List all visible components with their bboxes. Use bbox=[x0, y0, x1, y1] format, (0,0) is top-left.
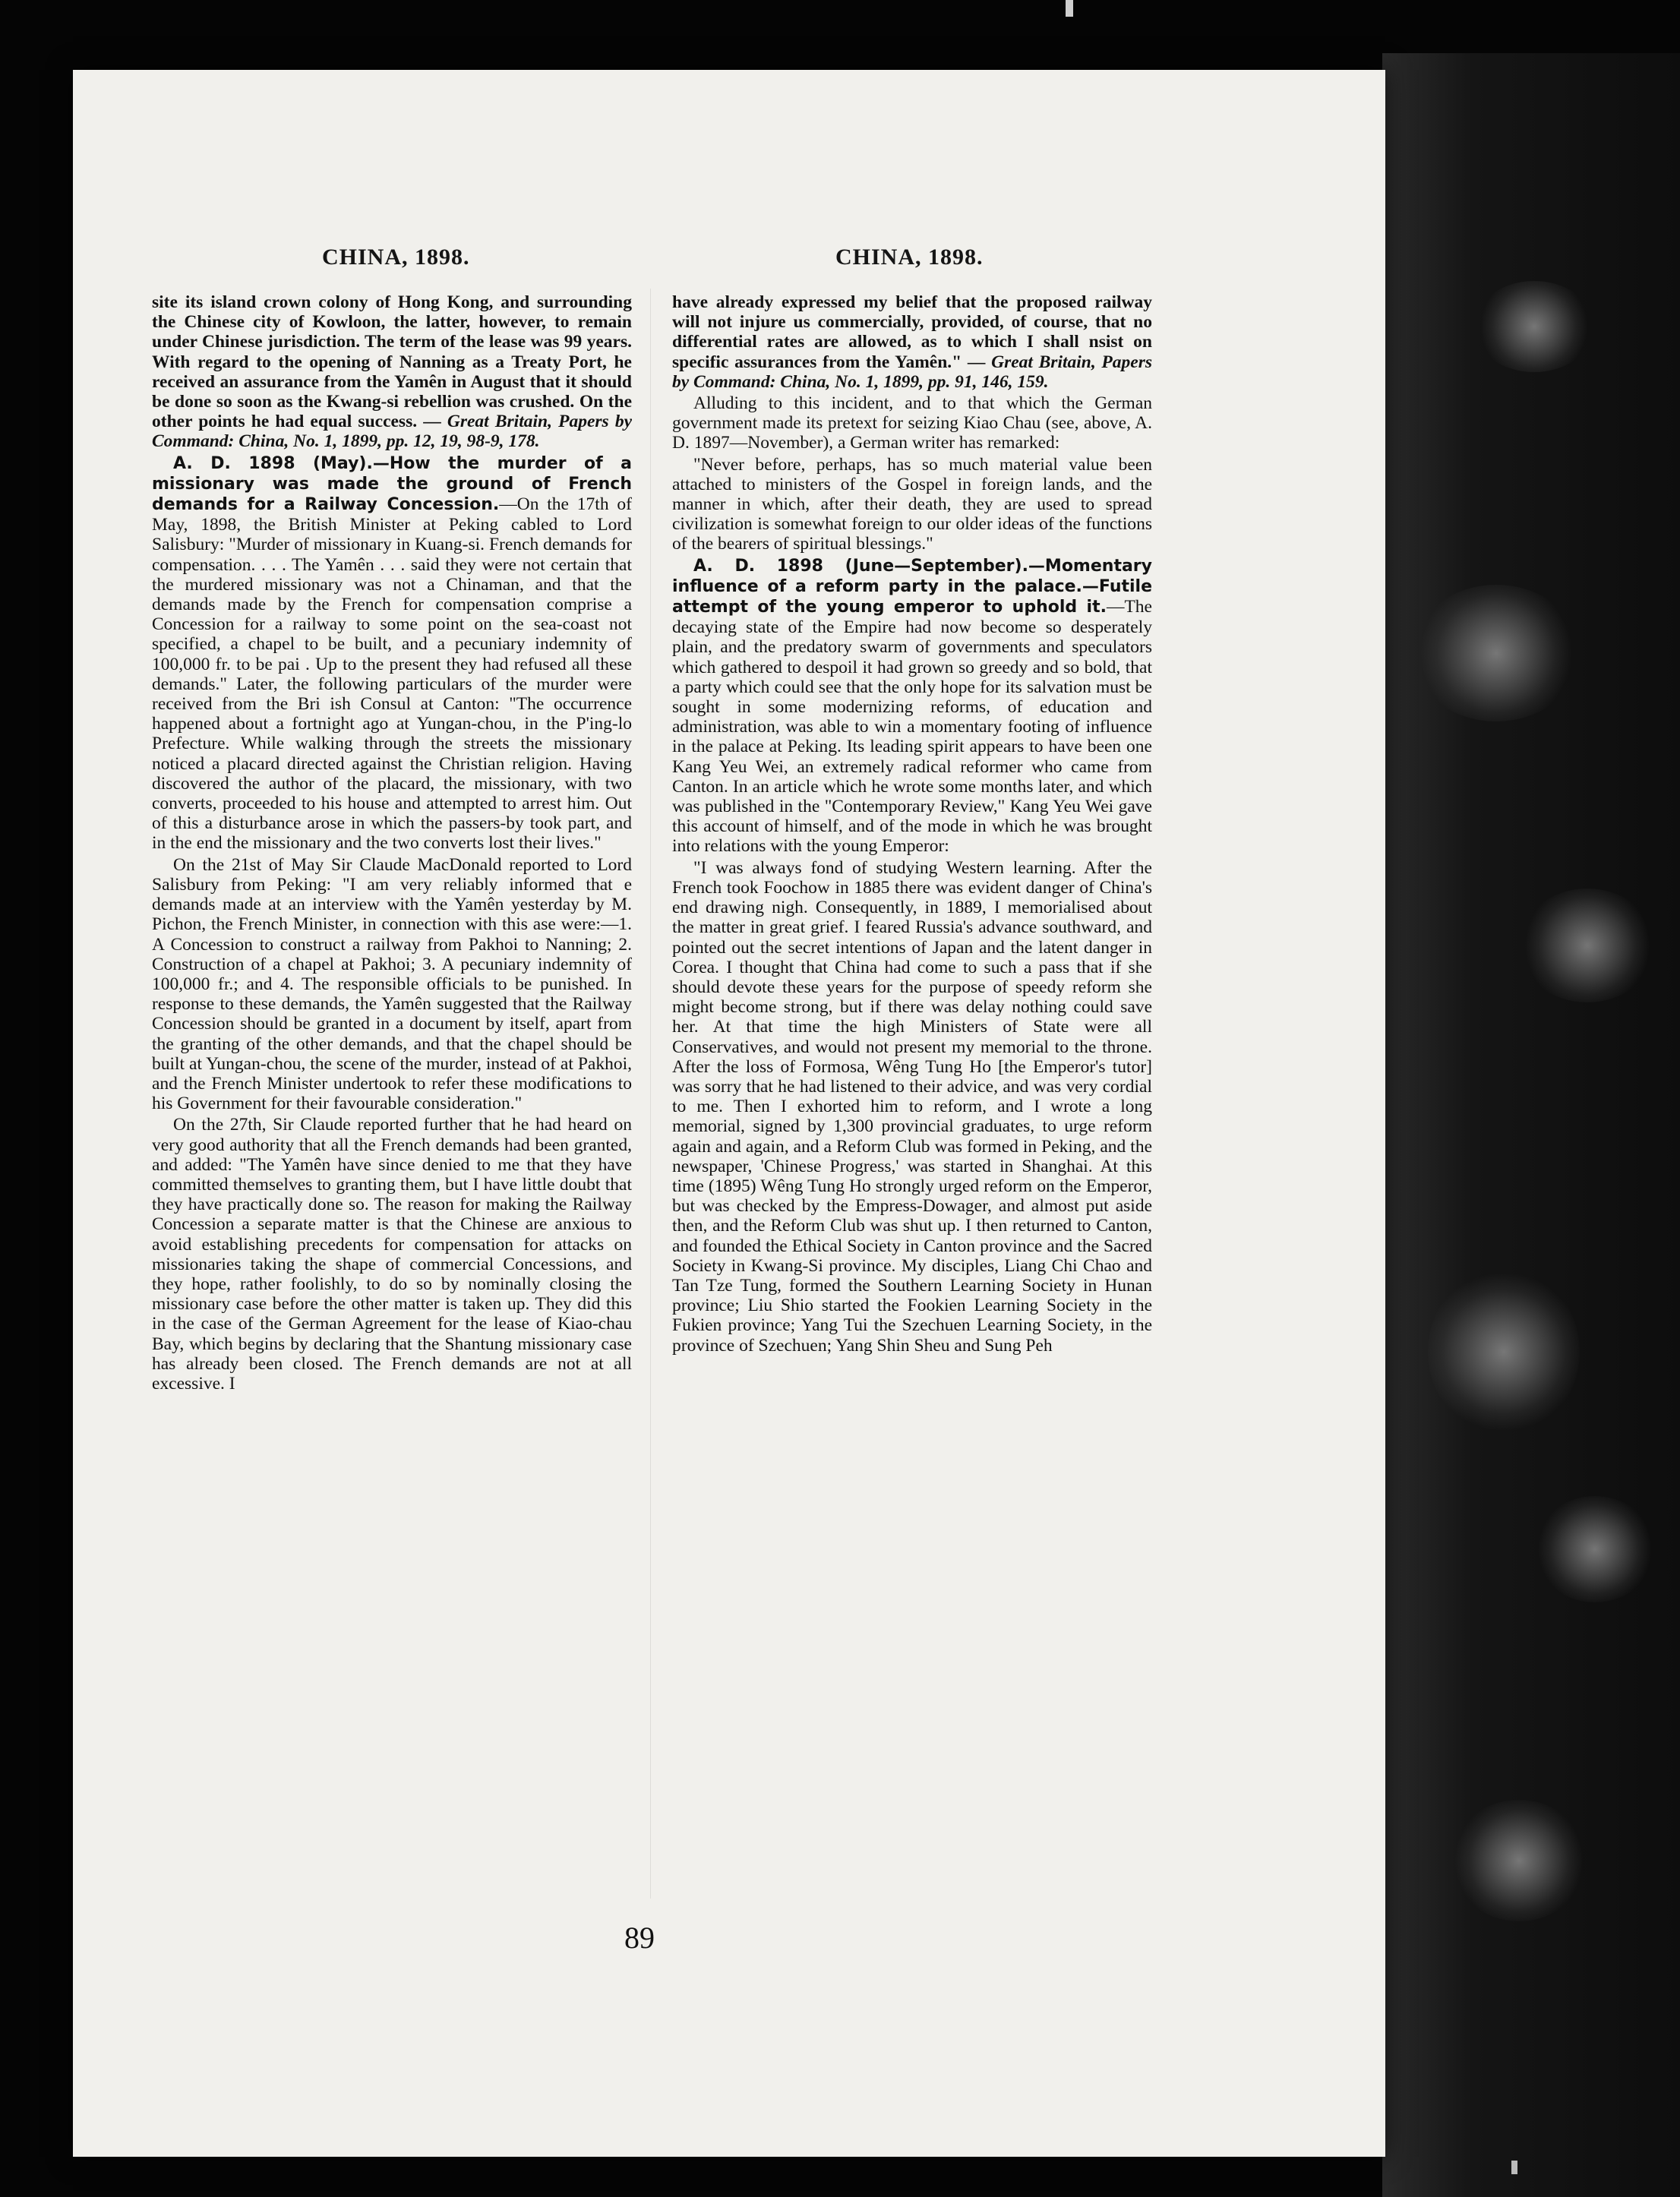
film-mark-bottom bbox=[1511, 2161, 1517, 2174]
citation: Great Britain, Papers by Command: China, No. 1, 1899, pp. 12, 19, 98-9, 178. bbox=[152, 412, 632, 452]
paragraph bbox=[672, 292, 1152, 392]
entry-heading: A. D. 1898 (June—September).—Momentary influence of a reform party in the palace.—Futile attempt of the young emperor to uphold it. bbox=[672, 556, 1152, 617]
paragraph-text: —On the 17th of May, 1898, the British Minister at Peking cabled to Lord Salisbury: "Murder of missionary in Kuang-si. French demands for compensation. . . . The Yamên . . . said they were not certain that the murdered missionary was not a Chinaman, and that the demands made by the French for compensation comprise a Concession for a railway to some point on the sea-coast not specified, a chapel to be built, and a pecuniary indemnity of 100,000 fr. to be pai . Up to the present they had refused all these demands." Later, the following particulars of the murder were received from the Bri ish Consul at Canton: "The occurrence happened about a fortnight ago at Yungan-chou, in the P'ing-lo Prefecture. While walking through the streets the missionary noticed a placard directed against the Christian religion. Having discovered the author of the placard, the missionary, with two converts, proceeded to his house and attempted to arrest him. Out of this a disturbance arose in which the passers-by took part, and in the end the missionary and the two converts lost their lives." bbox=[152, 494, 632, 854]
running-header-right: CHINA, 1898. bbox=[835, 245, 984, 270]
paragraph-text: have already expressed my belief that the proposed railway will not injure us commercially, provided, of course, that no differential rates are allowed, as to which I shall nsist on specific assurances from the Yamên." — bbox=[672, 292, 1152, 372]
entry-heading: A. D. 1898 (May).—How the murder of a missionary was made the ground of French demands for a Railway Concession. bbox=[152, 453, 632, 515]
film-mark-top bbox=[1066, 0, 1073, 17]
paragraph: On the 27th, Sir Claude reported further that he had heard on very good authority that all the French demands had been granted, and added: "The Yamên have since denied to me that they have committed themselves to granting them, but I have little doubt that they have practically done so. The reason for making the Railway Concession a separate matter is that the Chinese are anxious to avoid establishing precedents for compensation for attacks on missionaries taking the shape of commercial Concessions, and they hope, rather foolishly, to do so by nominally closing the missionary case before the other matter is taken up. They did this in the case of the German Agreement for the lease of Kiao-chau Bay, which begins by declaring that the Shantung missionary case has already been closed. The French demands are not at all excessive. I bbox=[152, 1115, 632, 1394]
paragraph-text: site its island crown colony of Hong Kong, and surrounding the Chinese city of Kowloon, the latter, however, to remain under Chinese jurisdiction. The term of the lease was 99 years. With regard to the opening of Nanning as a Treaty Port, he received an assurance from the Yamên in August that it should be done so soon as the Kwang-si rebellion was crushed. On the other points he had equal success. — bbox=[152, 292, 632, 432]
scan-shadow bbox=[1382, 53, 1680, 2197]
entry-paragraph bbox=[672, 556, 1152, 857]
running-header-left: CHINA, 1898. bbox=[322, 245, 470, 270]
quotation: "I was always fond of studying Western learning. After the French took Foochow in 1885 there was evident danger of China's end drawing nigh. Consequently, in 1889, I memorialised about the matter in great grief. I feared Russia's advance southward, and pointed out the secret intentions of Japan and the latent danger in Corea. I thought that China had come to such a pass that if she should devote these years for the purpose of speedy reform she might become strong, but if there was delay nothing could save her. At that time the high Ministers of State were all Conservatives, and would not present my memorial to the throne. After the loss of Formosa, Wêng Tung Ho [the Emperor's tutor] was sorry that he had listened to their advice, and was very cordial to me. Then I exhorted him to reform, and I wrote a long memorial, signed by 1,300 provincial graduates, to urge reform again and again, and a Reform Club was formed in Peking, and the newspaper, 'Chinese Progress,' was started in Shanghai. At this time (1895) Wêng Tung Ho strongly urged reform on the Emperor, but was checked by the Empress-Dowager, and almost put aside then, and the Reform Club was shut up. I then returned to Canton, and founded the Ethical Society in Canton province and the Sacred Society in Kwang-Si province. My disciples, Liang Chi Chao and Tan Tze Tung, formed the Southern Learning Society in Hunan province; Liu Shio started the Fookien Learning Society in the Fukien province; Yang Tui the Szechuen Learning Society, in the province of Szechuen; Yang Shin Sheu and Sung Peh bbox=[672, 857, 1152, 1356]
paragraph: On the 21st of May Sir Claude MacDonald reported to Lord Salisbury from Peking: "I am very reliably informed that e demands made at an interview with the Yamên yesterday by M. Pichon, the French Minister, in connection with this ase were:—1. A Concession to construct a railway from Pakhoi to Nanning; 2. Construction of a chapel at Pakhoi; 3. A pecuniary indemnity of 100,000 fr.; and 4. The responsible officials to be punished. In response to these demands, the Yamên suggested that the Railway Concession should be granted in a document by itself, apart from the granting of the other demands, and that the chapel should be built at Yungan-chou, the scene of the murder, instead of at Pakhoi, and the French Minister undertook to refer these modifications to his Government for their favourable consideration." bbox=[152, 854, 632, 1114]
entry-paragraph bbox=[152, 453, 632, 854]
right-column bbox=[672, 292, 1152, 1925]
left-column bbox=[152, 292, 632, 1925]
column-divider bbox=[650, 289, 651, 1899]
paragraph-text: —The decaying state of the Empire had now become so desperately plain, and the predatory swarm of governments and speculators which gathered to despoil it had grown so greedy and so bold, that a party which could see that the only hope for its salvation must be sought in some modernizing reforms, of education and administration, was able to win a momentary footing of influence in the palace at Peking. Its leading spirit appears to have been one Kang Yeu Wei, an extremely radical reformer who came from Canton. In an article which he wrote some months later, and which was published in the "Contemporary Review," Kang Yeu Wei gave this account of himself, and of the mode in which he was brought into relations with the young Emperor: bbox=[672, 597, 1152, 857]
quotation: "Never before, perhaps, has so much material value been attached to ministers of the Gospel in foreign lands, and the manner in which, after their death, they are used to spread civilization is somewhat foreign to our older ideas of the functions of the bearers of spiritual blessings." bbox=[672, 454, 1152, 554]
page-number: 89 bbox=[624, 1921, 655, 1955]
citation: Great Britain, Papers by Command: China, No. 1, 1899, pp. 91, 146, 159. bbox=[672, 352, 1152, 392]
paragraph bbox=[152, 292, 632, 452]
paragraph: Alluding to this incident, and to that which the German government made its pretext for seizing Kiao Chau (see, above, A. D. 1897—November), a German writer has remarked: bbox=[672, 393, 1152, 453]
